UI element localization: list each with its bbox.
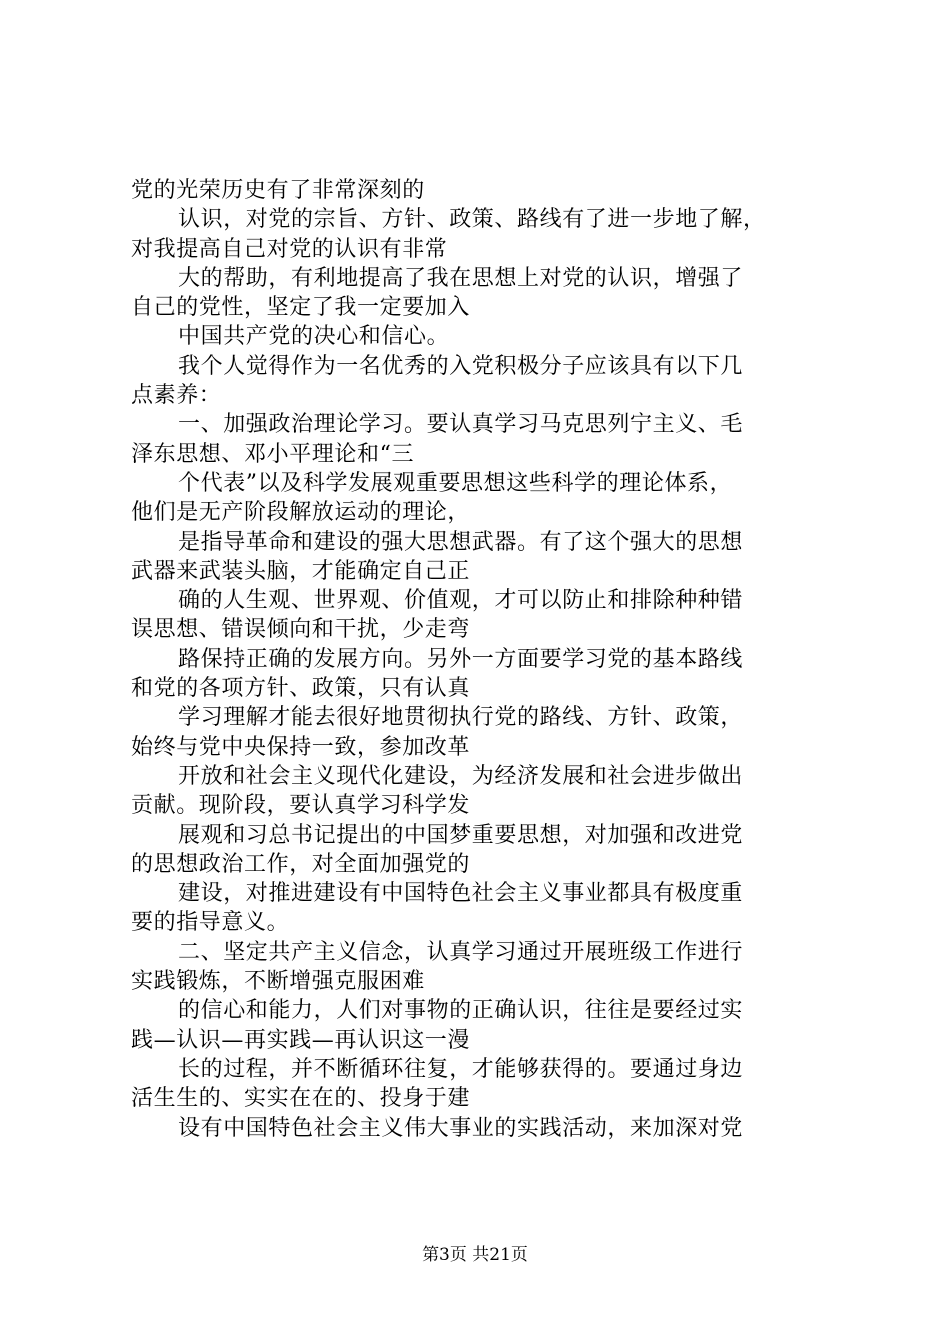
text-line: 大的帮助，有利地提高了我在思想上对党的认识，增强了 [178,265,744,291]
page-footer: 第3页 共21页 [422,1245,528,1265]
text-line: 一、加强政治理论学习。要认真学习马克思列宁主义、毛 [178,412,744,438]
text-line: 始终与党中央保持一致，参加改革 [131,734,471,760]
text-line: 建设，对推进建设有中国特色社会主义事业都具有极度重 [178,881,744,907]
text-line: 学习理解才能去很好地贯彻执行党的路线、方针、政策， [178,705,744,731]
text-line: 设有中国特色社会主义伟大事业的实践活动，来加深对党 [178,1115,744,1141]
text-line: 党的光荣历史有了非常深刻的 [131,178,425,203]
text-line: 展观和习总书记提出的中国梦重要思想，对加强和改进党 [178,822,744,848]
text-line: 误思想、错误倾向和干扰，少走弯 [131,617,471,643]
text-line: 他们是无产阶段解放运动的理论， [131,500,471,526]
text-line: 贡献。现阶段，要认真学习科学发 [131,793,471,819]
text-line: 确的人生观、世界观、价值观，才可以防止和排除种种错 [178,588,744,614]
text-line: 泽东思想、邓小平理论和“三 [131,441,415,467]
text-line: 实践锻炼，不断增强克服困难 [131,969,425,995]
text-line: 个代表”以及科学发展观重要思想这些科学的理论体系， [178,470,733,496]
text-line: 长的过程，并不断循环往复，才能够获得的。要通过身边 [178,1056,744,1082]
text-line: 认识，对党的宗旨、方针、政策、路线有了进一步地了解， [178,207,766,233]
text-line: 武器来武装头脑，才能确定自己正 [131,558,471,584]
text-line: 我个人觉得作为一名优秀的入党积极分子应该具有以下几 [178,353,744,379]
text-line: 践—认识—再实践—再认识这一漫 [131,1027,471,1053]
text-line: 和党的各项方针、政策，只有认真 [131,676,471,702]
text-line: 是指导革命和建设的强大思想武器。有了这个强大的思想 [178,529,744,555]
text-line: 自己的党性，坚定了我一定要加入 [131,295,471,321]
text-line: 开放和社会主义现代化建设，为经济发展和社会进步做出 [178,763,744,789]
text-line: 的思想政治工作，对全面加强党的 [131,851,471,877]
text-line: 的信心和能力，人们对事物的正确认识，往往是要经过实 [178,998,744,1024]
body-text [131,176,836,1143]
text-line: 中国共产党的决心和信心。 [178,324,450,350]
text-line: 路保持正确的发展方向。另外一方面要学习党的基本路线 [178,646,744,672]
text-line: 对我提高自己对党的认识有非常 [131,236,448,262]
text-line: 活生生的、实实在在的、投身于建 [131,1086,471,1112]
text-line: 点素养： [131,383,222,409]
text-line: 要的指导意义。 [131,910,290,936]
text-line: 二、坚定共产主义信念，认真学习通过开展班级工作进行 [178,939,744,965]
